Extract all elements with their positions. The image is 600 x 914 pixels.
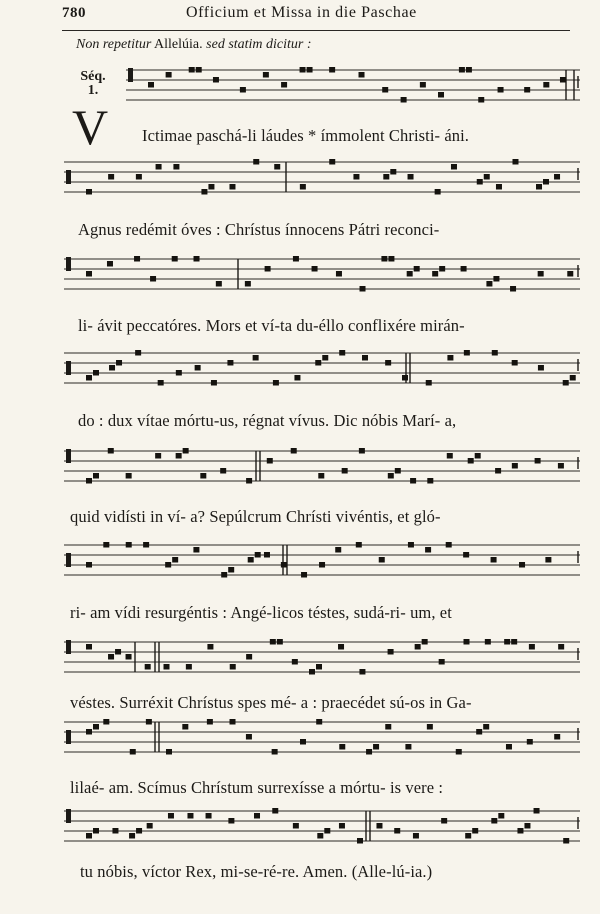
neume-note — [447, 355, 453, 361]
neume-note — [86, 644, 92, 650]
neume-note — [376, 823, 382, 829]
lyric-line: Agnus redémit óves : Chrístus ínnocens Pátri reconci- — [78, 220, 440, 239]
neume-note — [498, 813, 504, 819]
staff-system — [64, 158, 584, 208]
neume-note — [115, 649, 121, 655]
clef-mark — [66, 257, 71, 271]
neume-note — [267, 458, 273, 464]
neume-note — [316, 664, 322, 670]
neume-note — [245, 281, 251, 287]
neume-note — [427, 724, 433, 730]
neume-note — [246, 654, 252, 660]
neume-note — [512, 360, 518, 366]
neume-note — [150, 276, 156, 282]
neume-note — [86, 189, 92, 195]
neume-note — [388, 649, 394, 655]
neume-note — [116, 360, 122, 366]
neume-note — [93, 724, 99, 730]
sequence-label — [76, 70, 110, 98]
neume-note — [381, 256, 387, 262]
neume-note — [126, 542, 132, 548]
neume-note — [264, 552, 270, 558]
clef-mark — [66, 809, 71, 823]
neume-note — [512, 463, 518, 469]
neume-note — [301, 572, 307, 578]
neume-note — [220, 468, 226, 474]
neume-note — [186, 664, 192, 670]
neume-note — [517, 828, 523, 834]
lyric-line: do : dux vítae mórtu-us, régnat vívus. Dic nóbis Marí- a, — [78, 411, 457, 430]
staff-system — [64, 349, 584, 399]
neume-note — [362, 355, 368, 361]
staff-system — [64, 447, 584, 497]
neume-note — [213, 77, 219, 83]
clef-mark — [66, 449, 71, 463]
rubric — [76, 37, 312, 53]
neume-note — [511, 639, 517, 645]
neume-note — [86, 833, 92, 839]
neume-note — [193, 547, 199, 553]
neume-note — [316, 719, 322, 725]
neume-note — [270, 639, 276, 645]
neume-note — [413, 833, 419, 839]
neume-note — [146, 719, 152, 725]
neume-note — [86, 729, 92, 735]
neume-note — [464, 639, 470, 645]
neume-note — [103, 719, 109, 725]
page-number: 780 — [62, 5, 86, 21]
neume-note — [165, 562, 171, 568]
neume-note — [414, 266, 420, 272]
neume-note — [495, 468, 501, 474]
neume-note — [93, 370, 99, 376]
neume-note — [558, 463, 564, 469]
neume-note — [86, 271, 92, 277]
neume-note — [194, 256, 200, 262]
neume-note — [492, 350, 498, 356]
neume-note — [472, 828, 478, 834]
lyric-line: ri- am vídi resurgéntis : Angé-licos téstes, sudá-ri- um, et — [70, 603, 452, 622]
neume-note — [164, 664, 170, 670]
neume-note — [294, 375, 300, 381]
neume-note — [459, 67, 465, 73]
lyric-line: lilaé- am. Scímus Chrístum surrexísse a mórtu- is vere : — [70, 778, 444, 797]
neume-note — [538, 271, 544, 277]
neume-note — [246, 478, 252, 484]
neume-note — [176, 370, 182, 376]
neume-note — [425, 547, 431, 553]
neume-note — [446, 542, 452, 548]
neume-note — [356, 542, 362, 548]
initial-letter: V — [72, 99, 109, 155]
neume-note — [360, 286, 366, 292]
neume-note — [168, 813, 174, 819]
neume-note — [543, 179, 549, 185]
neume-note — [426, 380, 432, 386]
neume-note — [438, 92, 444, 98]
neume-note — [401, 97, 407, 103]
neume-note — [126, 473, 132, 479]
neume-note — [281, 82, 287, 88]
neume-note — [148, 82, 154, 88]
neume-note — [477, 179, 483, 185]
neume-note — [408, 174, 414, 180]
neume-note — [339, 744, 345, 750]
neume-note — [570, 375, 576, 381]
neume-note — [229, 184, 235, 190]
neume-note — [309, 669, 315, 675]
neume-note — [143, 542, 149, 548]
neume-note — [543, 82, 549, 88]
neume-note — [195, 365, 201, 371]
neume-note — [335, 547, 341, 553]
neume-note — [156, 164, 162, 170]
neume-note — [388, 256, 394, 262]
neume-note — [385, 360, 391, 366]
neume-note — [108, 448, 114, 454]
sequence-abbr: Séq. — [80, 69, 106, 84]
neume-note — [534, 808, 540, 814]
clef-mark — [66, 553, 71, 567]
neume-note — [456, 749, 462, 755]
rubric-italic-a: Non repetitur — [76, 37, 152, 52]
neume-note — [166, 749, 172, 755]
neume-note — [545, 557, 551, 563]
neume-note — [486, 281, 492, 287]
staff-system — [64, 541, 584, 591]
neume-note — [439, 266, 445, 272]
neume-note — [86, 562, 92, 568]
neume-note — [230, 664, 236, 670]
neume-note — [103, 542, 109, 548]
neume-note — [567, 271, 573, 277]
staff-system — [64, 718, 584, 768]
neume-note — [342, 468, 348, 474]
neume-note — [172, 557, 178, 563]
rubric-plain: Allelúia. — [154, 37, 203, 52]
neume-note — [189, 67, 195, 73]
neume-note — [339, 823, 345, 829]
lyric-line: Ictimae paschá-li láudes * ímmolent Christi- áni. — [142, 126, 470, 145]
neume-note — [465, 833, 471, 839]
neume-note — [359, 669, 365, 675]
neume-note — [183, 448, 189, 454]
neume-note — [466, 67, 472, 73]
neume-note — [563, 380, 569, 386]
clef-mark — [66, 730, 71, 744]
neume-note — [107, 261, 113, 267]
staff-system — [126, 66, 584, 116]
running-title: Officium et Missa in die Paschae — [186, 4, 417, 21]
neume-note — [136, 828, 142, 834]
neume-note — [324, 828, 330, 834]
page-header — [62, 4, 570, 31]
neume-note — [135, 350, 141, 356]
neume-note — [155, 453, 161, 459]
neume-note — [300, 67, 306, 73]
neume-note — [394, 828, 400, 834]
staff-system — [64, 255, 584, 305]
neume-note — [339, 350, 345, 356]
neume-note — [415, 644, 421, 650]
neume-note — [109, 365, 115, 371]
lyric-line: quid vidísti in ví- a? Sepúlcrum Chrísti vivéntis, et gló- — [70, 507, 441, 526]
neume-note — [483, 724, 489, 730]
neume-note — [388, 473, 394, 479]
neume-note — [317, 833, 323, 839]
neume-note — [439, 659, 445, 665]
neume-note — [491, 818, 497, 824]
neume-note — [366, 749, 372, 755]
neume-note — [506, 744, 512, 750]
neume-note — [291, 448, 297, 454]
neume-note — [504, 639, 510, 645]
neume-note — [300, 184, 306, 190]
neume-note — [136, 174, 142, 180]
neume-note — [512, 159, 518, 165]
neume-note — [277, 639, 283, 645]
neume-note — [464, 350, 470, 356]
neume-note — [554, 734, 560, 740]
neume-note — [300, 739, 306, 745]
neume-note — [187, 813, 193, 819]
neume-note — [353, 174, 359, 180]
neume-note — [200, 473, 206, 479]
neume-note — [475, 453, 481, 459]
neume-note — [134, 256, 140, 262]
neume-note — [558, 644, 564, 650]
neume-note — [379, 557, 385, 563]
neume-note — [463, 552, 469, 558]
neume-note — [498, 87, 504, 93]
neume-note — [207, 719, 213, 725]
neume-note — [273, 380, 279, 386]
neume-note — [166, 72, 172, 78]
neume-note — [307, 67, 313, 73]
neume-note — [535, 458, 541, 464]
neume-note — [524, 823, 530, 829]
neume-note — [527, 739, 533, 745]
clef-mark — [66, 170, 71, 184]
neume-note — [322, 355, 328, 361]
lyric-line: tu nóbis, víctor Rex, mi-se-ré-re. Amen. (Alle-lú-ia.) — [80, 862, 433, 881]
neume-note — [254, 813, 260, 819]
neume-note — [312, 266, 318, 272]
neume-note — [272, 808, 278, 814]
neume-note — [373, 744, 379, 750]
neume-note — [395, 468, 401, 474]
neume-note — [221, 572, 227, 578]
neume-note — [510, 286, 516, 292]
staff-system — [64, 638, 584, 688]
neume-note — [272, 749, 278, 755]
neume-note — [248, 557, 254, 563]
neume-note — [129, 833, 135, 839]
neume-note — [230, 719, 236, 725]
neume-note — [173, 164, 179, 170]
neume-note — [263, 72, 269, 78]
neume-note — [319, 562, 325, 568]
neume-note — [529, 644, 535, 650]
neume-note — [293, 823, 299, 829]
neume-note — [93, 828, 99, 834]
neume-note — [357, 838, 363, 844]
neume-note — [538, 365, 544, 371]
neume-note — [493, 276, 499, 282]
neume-note — [405, 744, 411, 750]
neume-note — [447, 453, 453, 459]
neume-note — [338, 644, 344, 650]
neume-note — [408, 542, 414, 548]
neume-note — [108, 654, 114, 660]
neume-note — [563, 838, 569, 844]
neume-note — [536, 184, 542, 190]
neume-note — [108, 174, 114, 180]
neume-note — [86, 375, 92, 381]
clef-mark — [66, 640, 71, 654]
neume-note — [293, 256, 299, 262]
neume-note — [383, 174, 389, 180]
neume-note — [93, 473, 99, 479]
neume-note — [382, 87, 388, 93]
neume-note — [420, 82, 426, 88]
neume-note — [422, 639, 428, 645]
neume-note — [281, 562, 287, 568]
neume-note — [86, 478, 92, 484]
neume-note — [201, 189, 207, 195]
neume-note — [435, 189, 441, 195]
neume-note — [402, 375, 408, 381]
neume-note — [211, 380, 217, 386]
neume-note — [228, 567, 234, 573]
neume-note — [265, 266, 271, 272]
neume-note — [130, 749, 136, 755]
neume-note — [126, 654, 132, 660]
neume-note — [329, 159, 335, 165]
neume-note — [359, 448, 365, 454]
neume-note — [255, 552, 261, 558]
sequence-number: 1. — [87, 83, 99, 98]
neume-note — [476, 729, 482, 735]
neume-note — [228, 818, 234, 824]
neume-note — [292, 659, 298, 665]
neume-note — [172, 256, 178, 262]
staff-system — [64, 807, 584, 857]
neume-note — [560, 77, 566, 83]
neume-note — [451, 164, 457, 170]
neume-note — [318, 473, 324, 479]
neume-note — [496, 184, 502, 190]
neume-note — [329, 67, 335, 73]
neume-note — [112, 828, 118, 834]
clef-mark — [66, 361, 71, 375]
neume-note — [158, 380, 164, 386]
neume-note — [207, 644, 213, 650]
neume-note — [461, 266, 467, 272]
neume-note — [485, 639, 491, 645]
neume-note — [216, 281, 222, 287]
neume-note — [147, 823, 153, 829]
neume-note — [315, 360, 321, 366]
neume-note — [468, 458, 474, 464]
neume-note — [208, 184, 214, 190]
neume-note — [336, 271, 342, 277]
neume-note — [145, 664, 151, 670]
neume-note — [274, 164, 280, 170]
lyric-line: li- ávit peccatóres. Mors et ví-ta du-éllo conflixére mirán- — [78, 316, 465, 335]
neume-note — [410, 478, 416, 484]
neume-note — [484, 174, 490, 180]
neume-note — [176, 453, 182, 459]
rubric-italic-b: sed statim dicitur : — [206, 37, 312, 52]
clef-mark — [128, 68, 133, 82]
neume-note — [554, 174, 560, 180]
neume-note — [253, 355, 259, 361]
neume-note — [491, 557, 497, 563]
neume-note — [385, 724, 391, 730]
neume-note — [227, 360, 233, 366]
neume-note — [253, 159, 259, 165]
neume-note — [206, 813, 212, 819]
neume-note — [240, 87, 246, 93]
neume-note — [390, 169, 396, 175]
neume-note — [524, 87, 530, 93]
neume-note — [407, 271, 413, 277]
neume-note — [478, 97, 484, 103]
neume-note — [441, 818, 447, 824]
neume-note — [246, 734, 252, 740]
neume-note — [519, 562, 525, 568]
neume-note — [359, 72, 365, 78]
neume-note — [182, 724, 188, 730]
neume-note — [427, 478, 433, 484]
neume-note — [196, 67, 202, 73]
neume-note — [432, 271, 438, 277]
lyric-line: véstes. Surréxit Chrístus spes mé- a : praecédet sú-os in Ga- — [70, 693, 472, 712]
